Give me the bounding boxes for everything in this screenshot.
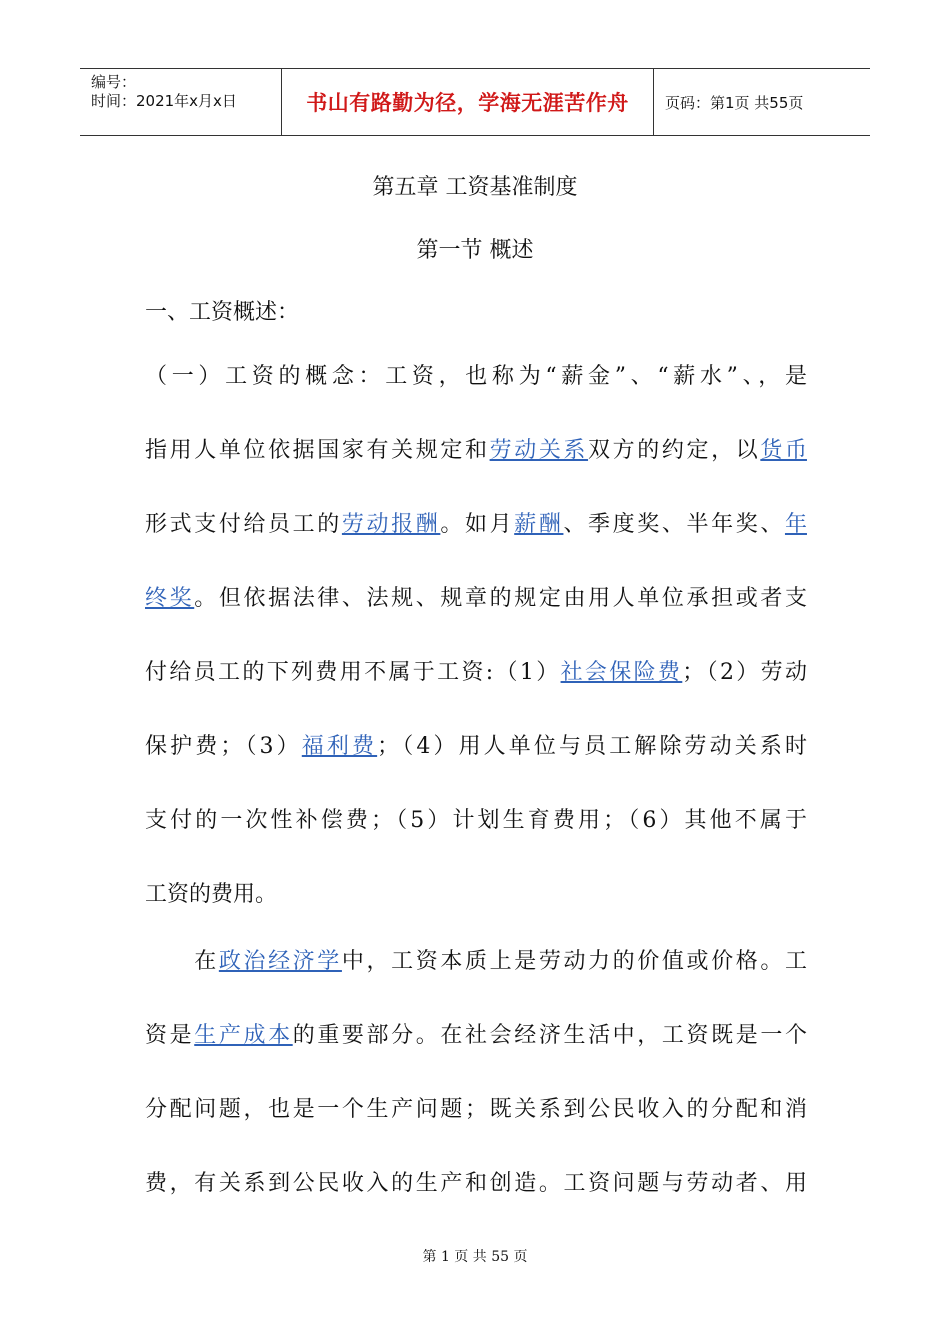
link-social-insurance[interactable]: 社会保险费 bbox=[560, 660, 683, 685]
link-labor-relations[interactable]: 劳动关系 bbox=[489, 438, 589, 463]
header-number-label: 编号： bbox=[91, 73, 137, 91]
link-salary[interactable]: 薪酬 bbox=[514, 512, 564, 537]
text-line: 分配问题，也是一个生产问题；既关系到公民收入的分配和消 bbox=[145, 1097, 807, 1122]
text-line: 指用人单位依据国家有关规定和劳动关系双方的约定，以货币 bbox=[145, 438, 807, 463]
link-production-cost[interactable]: 生产成本 bbox=[194, 1023, 293, 1048]
text-line: （一）工资的概念：工资，也称为“薪金”、“薪水”、，是 bbox=[145, 364, 807, 389]
header-page-cell bbox=[654, 69, 870, 135]
link-welfare[interactable]: 福利费 bbox=[301, 734, 378, 759]
text-line: 终奖。但依据法律、法规、规章的规定由用人单位承担或者支 bbox=[145, 586, 807, 611]
text-line: 费，有关系到公民收入的生产和创造。工资问题与劳动者、用 bbox=[145, 1171, 807, 1196]
text-line: 保护费；（3）福利费；（4）用人单位与员工解除劳动关系时 bbox=[145, 734, 808, 759]
header-time-label: 时间：2021年x月x日 bbox=[91, 92, 237, 110]
link-political-economy[interactable]: 政治经济学 bbox=[218, 949, 342, 974]
text-line: 形式支付给员工的劳动报酬。如月薪酬、季度奖、半年奖、年 bbox=[145, 512, 807, 537]
text-line: 在政治经济学中，工资本质上是劳动力的价值或价格。工 bbox=[145, 949, 807, 974]
link-year-end-bonus-part1[interactable]: 年 bbox=[784, 512, 807, 537]
page-footer: 第 1 页 共 55 页 bbox=[422, 1249, 528, 1265]
header-motto-cell bbox=[282, 69, 654, 135]
text-line: 付给员工的下列费用不属于工资:（1）社会保险费；（2）劳动 bbox=[145, 660, 807, 685]
link-currency[interactable]: 货币 bbox=[760, 438, 807, 463]
heading-1: 一、工资概述： bbox=[145, 300, 300, 325]
document-header bbox=[80, 68, 870, 136]
text-line: 资是生产成本的重要部分。在社会经济生活中，工资既是一个 bbox=[145, 1023, 807, 1048]
paragraph-wage-nature bbox=[145, 925, 807, 1221]
paragraph-wage-concept bbox=[145, 340, 807, 932]
header-meta-cell bbox=[80, 69, 282, 135]
header-motto: 书山有路勤为径，学海无涯苦作舟 bbox=[306, 91, 629, 115]
chapter-title: 第五章 工资基准制度 bbox=[372, 175, 578, 200]
link-labor-remuneration[interactable]: 劳动报酬 bbox=[341, 512, 441, 537]
text-line: 工资的费用。 bbox=[145, 882, 278, 907]
header-page-info: 页码：第1页 共55页 bbox=[665, 93, 804, 112]
section-title: 第一节 概述 bbox=[416, 238, 534, 263]
text-line: 支付的一次性补偿费；（5）计划生育费用；（6）其他不属于 bbox=[145, 808, 807, 833]
link-year-end-bonus-part2[interactable]: 终奖 bbox=[145, 586, 195, 611]
